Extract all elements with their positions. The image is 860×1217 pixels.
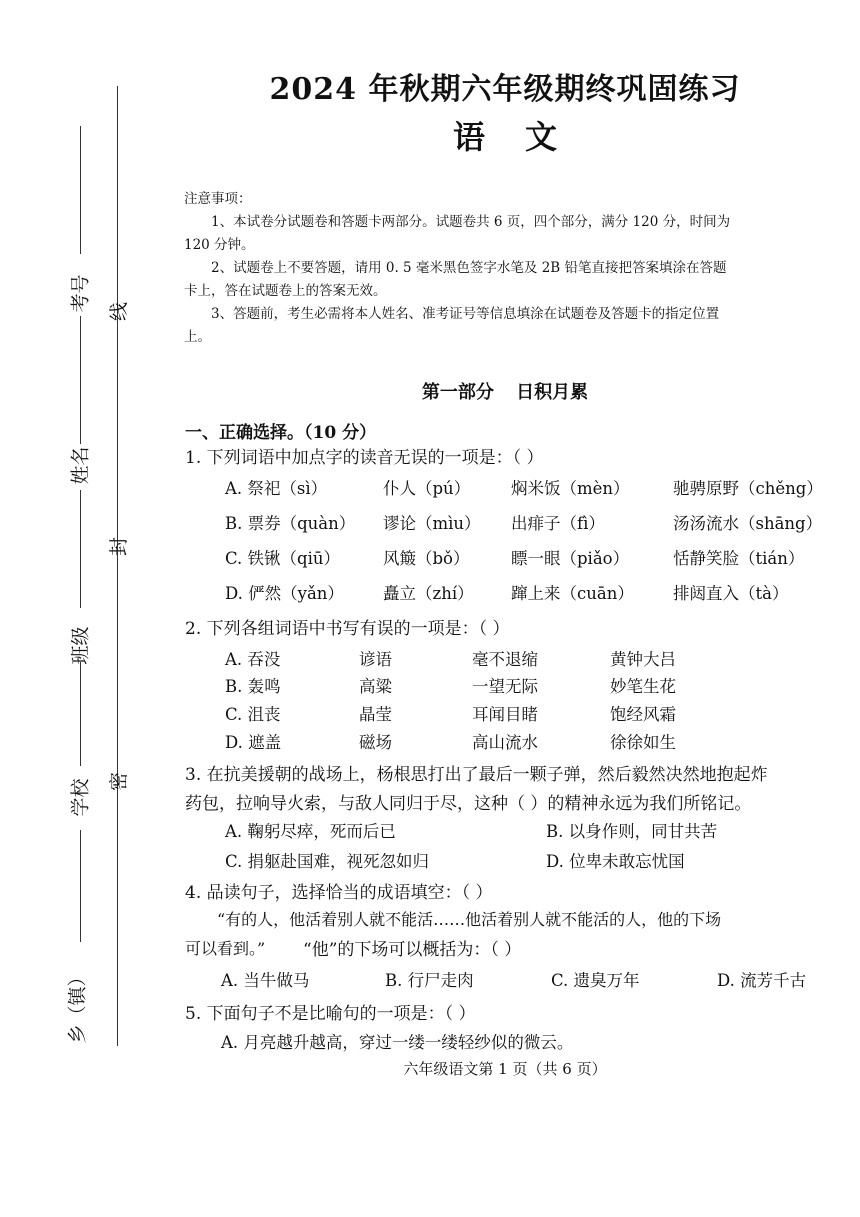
exam-number-label: 考号 [69,274,92,313]
q2-a-3: 毫不退缩 [472,650,538,669]
q2-c-1: C. 沮丧 [225,705,281,724]
q2-d-3: 高山流水 [472,733,538,752]
class-blank [80,490,81,608]
name-blank [80,316,81,444]
page-footer: 六年级语文第 1 页（共 6 页） [403,1060,607,1078]
school-label: 学校 [69,778,92,817]
q1-c-1: C. 铁锹（qiū） [225,549,340,568]
q1-a-3: 焖米饭（mèn） [511,479,630,498]
q3-option-d: D. 位卑未敢忘忧国 [546,852,685,871]
q2-a-1: A. 吞没 [225,650,281,669]
notes-line: 120 分钟。 [184,237,255,253]
notes-line: 卡上，答在试题卷上的答案无效。 [184,283,387,299]
binding-line [117,86,118,1046]
q2-a-2: 谚语 [359,650,392,669]
q4-option-b: B. 行尸走肉 [385,971,474,990]
q1-b-1: B. 票券（quàn） [225,514,356,533]
q1-c-2: 风簸（bǒ） [383,549,470,568]
township-blank [80,830,81,942]
q1-d-1: D. 俨然（yǎn） [225,584,344,603]
township-label: 乡（镇） [66,967,89,1044]
cut-mark-seal: 封 [108,536,131,557]
q3-option-c: C. 捐躯赴国难，视死忽如归 [225,852,430,871]
name-label: 姓名 [69,446,92,485]
q4-quote: “有的人，他活着别人就不能活……他活着别人就不能活的人，他的下场 [217,910,722,929]
subject-title: 语文 [452,118,597,156]
part-name: 日积月累 [516,382,589,403]
q3-option-b: B. 以身作则，同甘共苦 [546,822,718,841]
q1-d-3: 蹿上来（cuān） [511,584,634,603]
notes-line: 上。 [184,329,211,345]
q4-ask: “他”的下场可以概括为：（ ） [303,940,522,960]
question-5-stem: 5. 下面句子不是比喻句的一项是：（ ） [185,1004,476,1024]
q1-b-4: 汤汤流水（shāng） [673,514,823,533]
q2-c-2: 晶莹 [359,705,392,724]
q2-d-1: D. 遮盖 [225,733,282,752]
part-heading [175,378,835,404]
part-label: 第一部分 [421,382,494,403]
q1-d-2: 矗立（zhí） [383,584,474,603]
q1-a-4: 驰骋原野（chěng） [673,479,823,498]
notes-line: 3、答题前，考生必需将本人姓名、准考证号等信息填涂在试题卷及答题卡的指定位置 [211,306,720,322]
notes-line: 1、本试卷分试题卷和答题卡两部分。试题卷共 6 页，四个部分，满分 120 分，时间为 [211,214,731,230]
notes-line: 2、试题卷上不要答题，请用 0. 5 毫米黑色签字水笔及 2B 铅笔直接把答案填涂在答题 [211,260,727,276]
q2-c-4: 饱经风霜 [610,705,676,724]
q2-d-4: 徐徐如生 [610,733,676,752]
q2-d-2: 磁场 [359,733,392,752]
q1-b-2: 谬论（mìu） [383,514,481,533]
question-4-stem: 4. 品读句子，选择恰当的成语填空：（ ） [185,883,493,903]
q1-c-3: 瞟一眼（piǎo） [511,549,630,568]
notes-block [184,188,824,349]
q2-b-2: 高粱 [359,677,392,696]
question-2-stem: 2. 下列各组词语中书写有误的一项是：（ ） [185,619,510,639]
question-1-stem: 1. 下列词语中加点字的读音无误的一项是：（ ） [185,448,544,468]
q4-option-c: C. 遗臭万年 [551,971,640,990]
q5-option-a: A. 月亮越升越高，穿过一缕一缕轻纱似的微云。 [221,1033,574,1052]
q2-b-1: B. 轰鸣 [225,677,281,696]
q3-option-a: A. 鞠躬尽瘁，死而后已 [225,822,396,841]
q4-quote-cont: 可以看到。” [185,939,266,958]
q1-d-4: 排闼直入（tà） [673,584,789,603]
q2-c-3: 耳闻目睹 [472,705,538,724]
cut-mark-secret: 密 [108,771,131,792]
cut-mark-line: 线 [108,301,131,322]
q2-b-4: 妙笔生花 [610,677,676,696]
q4-option-a: A. 当牛做马 [221,971,310,990]
question-3-stem: 3. 在抗美援朝的战场上，杨根思打出了最后一颗子弹，然后毅然决然地抱起炸 [185,765,768,785]
q1-c-4: 恬静笑脸（tián） [673,549,805,568]
question-3-stem-cont: 药包，拉响导火索，与敌人同归于尽，这种（ ）的精神永远为我们所铭记。 [185,794,752,814]
school-blank [80,662,81,766]
q1-a-2: 仆人（pú） [383,479,471,498]
section-heading: 一、正确选择。（10 分） [185,423,377,443]
notes-heading: 注意事项： [184,191,252,207]
q1-b-3: 出痱子（fì） [511,514,605,533]
q1-a-1: A. 祭祀（sì） [225,479,328,498]
q2-b-3: 一望无际 [472,677,538,696]
exam-title: 2024 年秋期六年级期终巩固练习 [269,72,741,107]
q4-option-d: D. 流芳千古 [717,971,807,990]
exam-number-blank [80,126,81,254]
q2-a-4: 黄钟大吕 [610,650,676,669]
class-label: 班级 [69,626,92,665]
